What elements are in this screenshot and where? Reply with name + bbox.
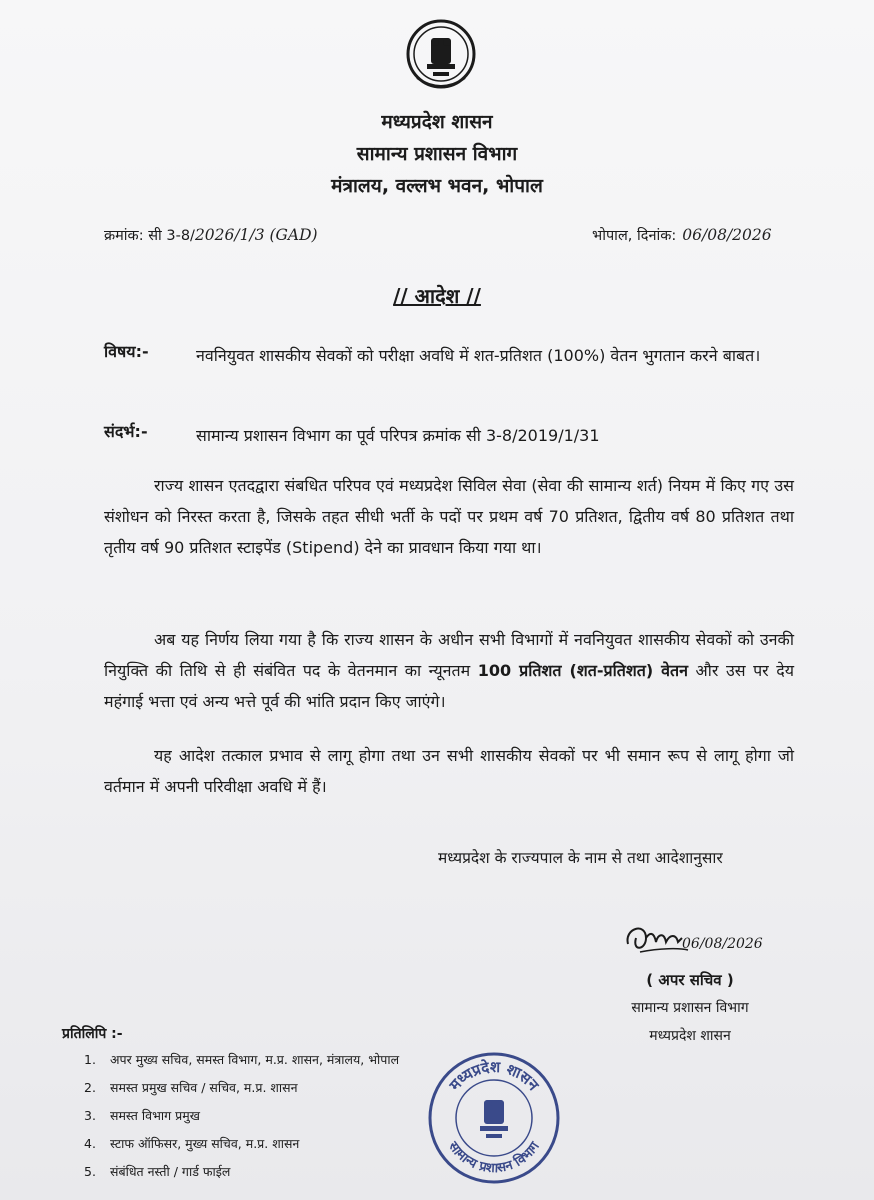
subject-label: विषय:- (104, 342, 149, 361)
signatory-state: मध्यप्रदेश शासन (649, 1028, 731, 1044)
list-item: 3. समस्त विभाग प्रमुख (84, 1108, 200, 1123)
seal-top-text: मध्यप्रदेश शासन (445, 1057, 543, 1094)
subject-text: नवनियुवत शासकीय सेवकों को परीक्षा अवधि में शत-प्रतिशत (100%) वेतन भुगतान करने बाबत। (196, 346, 761, 365)
seal-bottom-text: सामान्य प्रशासन विभाग (445, 1139, 543, 1177)
list-item: 4. स्टाफ ऑफिसर, मुख्य सचिव, म.प्र. शासन (84, 1136, 300, 1151)
closing-line: मध्यप्रदेश के राज्यपाल के नाम से तथा आदेशानुसार (438, 849, 723, 867)
copy-to-list (84, 1046, 399, 1186)
department-seal-icon (426, 1050, 562, 1186)
header-government: मध्यप्रदेश शासन (381, 111, 493, 133)
order-date (592, 225, 772, 245)
order-number-handwritten: 2026/1/3 (GAD) (194, 226, 318, 244)
signature-date: 06/08/2026 (682, 936, 763, 952)
order-number (104, 225, 318, 245)
reference-text: सामान्य प्रशासन विभाग का पूर्व परिपत्र क्रमांक सी 3-8/2019/1/31 (196, 426, 600, 445)
signatory-designation: ( अपर सचिव ) (646, 971, 734, 989)
order-number-label: क्रमांक: सी 3-8/ (104, 228, 195, 244)
header-department: सामान्य प्रशासन विभाग (356, 143, 518, 165)
list-item: 2. समस्त प्रमुख सचिव / सचिव, म.प्र. शासन (84, 1080, 298, 1095)
order-date-label: भोपाल, दिनांक: (592, 228, 677, 244)
reference-label: संदर्भ:- (104, 422, 148, 441)
order-date-handwritten: 06/08/2026 (682, 226, 772, 244)
paragraph-2-bold: 100 प्रतिशत (शत-प्रतिशत) वेतन (477, 661, 689, 680)
signatory-department: सामान्य प्रशासन विभाग (631, 1000, 749, 1016)
paragraph-3: यह आदेश तत्काल प्रभाव से लागू होगा तथा उन सभी शासकीय सेवकों पर भी समान रूप से लागू होगा जो वर्तमान में अपनी परिवीक्षा अवधि में हैं। (104, 746, 794, 796)
header-address: मंत्रालय, वल्लभ भवन, भोपाल (331, 175, 543, 197)
paragraph-2 (104, 624, 794, 717)
paragraph-2-part-2: और उस पर देय महंगाई भत्ता एवं अन्य भत्ते पूर्व की भांति प्रदान किए जाएंगे। (104, 661, 794, 711)
copy-to-label: प्रतिलिपि :- (62, 1026, 123, 1042)
state-emblem-icon (405, 18, 477, 98)
paragraph-2-part-1: अब यह निर्णय लिया गया है कि राज्य शासन के अधीन सभी विभागों में नवनियुवत शासकीय सेवकों को उनकी नियुक्ति की तिथि से ही संबंवित पद के वेतनमान का न्यूनतम (104, 630, 794, 680)
order-title: // आदेश // (393, 284, 481, 308)
list-item: 5. संबंधित नस्ती / गार्ड फाईल (84, 1164, 231, 1179)
paragraph-1: राज्य शासन एतदद्वारा संबधित परिपव एवं मध्यप्रदेश सिविल सेवा (सेवा की सामान्य शर्त) नियम में किए गए उस संशोधन को निरस्त करता है, जिसके तहत सीधी भर्ती के पदों पर प्रथम वर्ष 70 प्रतिशत, द्वितीय वर्ष 80 प्रतिशत तथा तृतीय वर्ष 90 प्रतिशत स्टाइपेंड (Stipend) देने का प्रावधान किया गया था। (104, 476, 794, 557)
list-item: 1. अपर मुख्य सचिव, समस्त विभाग, म.प्र. शासन, मंत्रालय, भोपाल (84, 1052, 400, 1067)
